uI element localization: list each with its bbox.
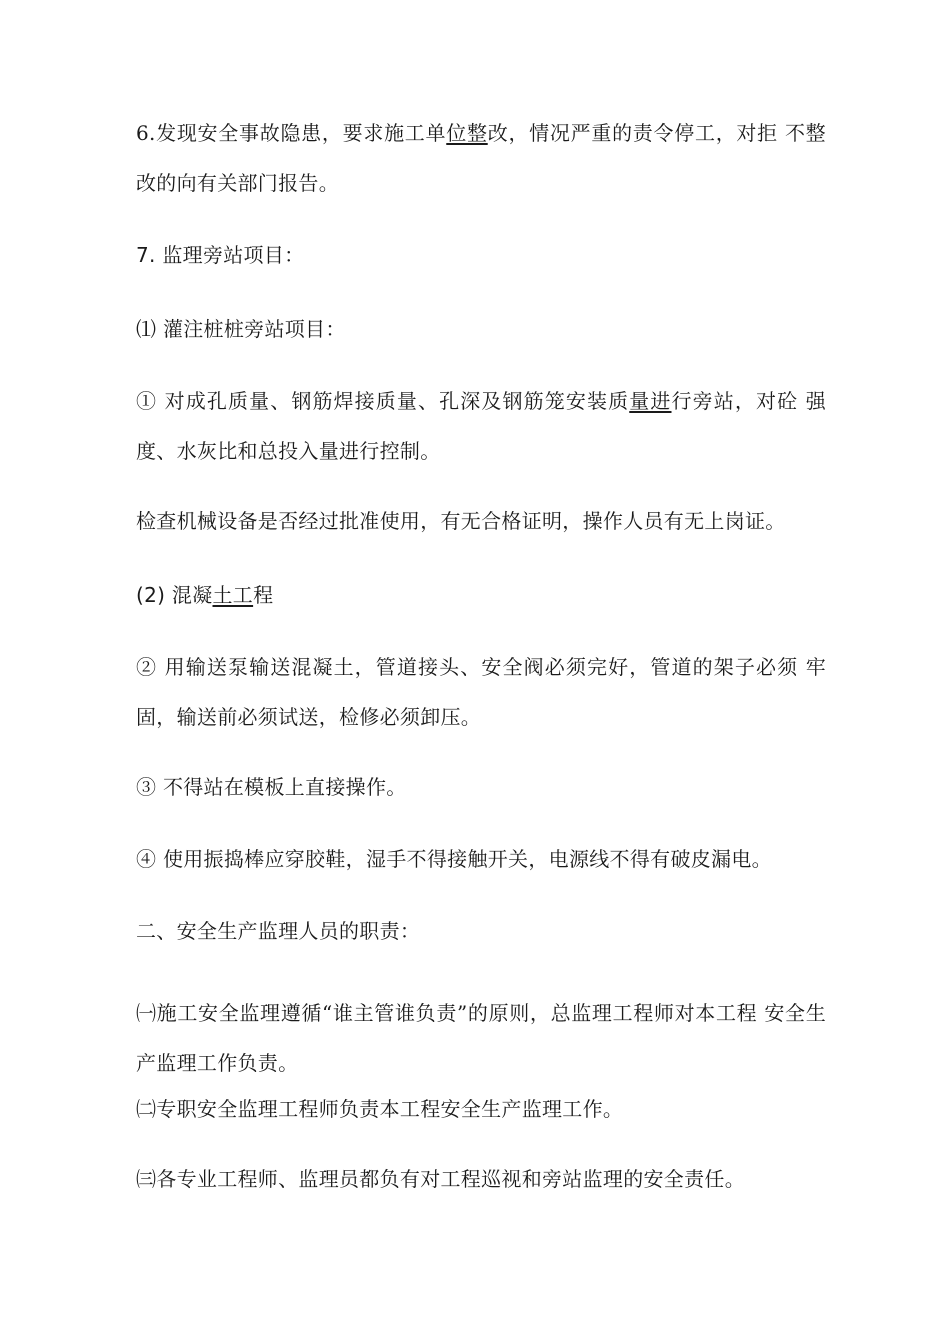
paragraph-equipment-check bbox=[136, 496, 826, 546]
paragraph-duty-2 bbox=[136, 1084, 826, 1134]
heading-staff-duties bbox=[136, 906, 826, 956]
paragraph-vibrator-safety bbox=[136, 834, 826, 884]
paragraph-duty-3 bbox=[136, 1154, 826, 1204]
section-number: 7. bbox=[136, 243, 156, 267]
underlined-text: 土工 bbox=[212, 583, 254, 607]
text-run: 检查机械设备是否经过批准使用，有无合格证明，操作人员有无上岗证。 bbox=[136, 509, 786, 533]
paragraph-hazard-rectification bbox=[136, 108, 826, 208]
underlined-text: 位整 bbox=[446, 121, 488, 145]
paragraph-duty-1 bbox=[136, 988, 826, 1088]
text-run: 二、安全生产监理人员的职责： bbox=[136, 919, 421, 943]
text-run: ㈢各专业工程师、监理员都负有对工程巡视和旁站监理的安全责任。 bbox=[136, 1167, 745, 1191]
text-run: 程 bbox=[253, 583, 274, 607]
paragraph-formwork bbox=[136, 762, 826, 812]
text-run: 改，情况严重的责令停工，对拒 不整改的向有关部门报告。 bbox=[136, 121, 826, 195]
text-run: 6.发现安全事故隐患，要求施工单 bbox=[136, 121, 447, 145]
underlined-text: 量进 bbox=[629, 389, 672, 413]
text-run: 混凝 bbox=[165, 583, 213, 607]
text-run: 监理旁站项目： bbox=[155, 243, 305, 267]
text-run: ㈡专职安全监理工程师负责本工程安全生产监理工作。 bbox=[136, 1097, 624, 1121]
paragraph-pile-quality bbox=[136, 376, 826, 476]
heading-supervision-items bbox=[136, 230, 826, 280]
text-run: 行旁站，对砼 强度、水灰比和总投入量进行控制。 bbox=[136, 389, 826, 463]
section-number: (2) bbox=[136, 583, 166, 607]
text-run: ② 用输送泵输送混凝土，管道接头、安全阀必须完好，管道的架子必须 牢固，输送前必须试送，检修必须卸压。 bbox=[136, 655, 826, 729]
subheading-concrete-work bbox=[136, 570, 826, 620]
text-run: ④ 使用振捣棒应穿胶鞋，湿手不得接触开关，电源线不得有破皮漏电。 bbox=[136, 847, 772, 871]
paragraph-pump-transport bbox=[136, 642, 826, 742]
text-run: ⑴ 灌注桩桩旁站项目： bbox=[136, 317, 346, 341]
text-run: ③ 不得站在模板上直接操作。 bbox=[136, 775, 407, 799]
text-run: ㈠施工安全监理遵循“谁主管谁负责”的原则，总监理工程师对本工程 安全生产监理工作负责。 bbox=[136, 1001, 826, 1075]
subheading-pile-items bbox=[136, 304, 826, 354]
text-run: ① 对成孔质量、钢筋焊接质量、孔深及钢筋笼安装质 bbox=[136, 389, 630, 413]
